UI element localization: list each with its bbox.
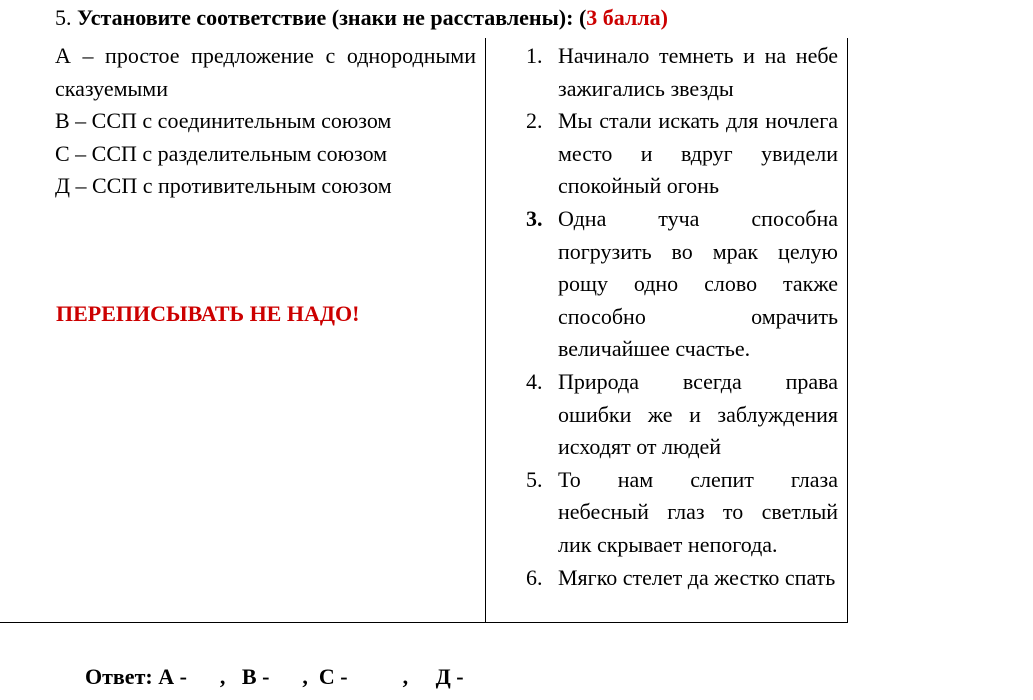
sentence-number: 1.: [526, 43, 543, 68]
sentence-item: [526, 366, 838, 464]
task-points: 3 балла): [586, 5, 668, 30]
sentence-number: 4.: [526, 368, 543, 394]
answer-sep-3: ,: [402, 664, 409, 689]
sentence-number: 3.: [526, 205, 543, 231]
table-divider: [485, 38, 486, 622]
sentence-item: [526, 40, 838, 105]
table-right-border: [847, 38, 848, 622]
sentence-number: 2.: [526, 108, 543, 134]
answer-sep-1: ,: [219, 664, 226, 689]
sentence-number: 6.: [526, 564, 543, 590]
sentence-text: Природа всегда права ошибки же и заблуждения исходят от людей: [558, 368, 838, 460]
sentence-text: Одна туча способна погрузить во мрак целую рощу одно слово также способно омрачить величайшее счастье.: [558, 205, 838, 362]
answer-b: В -: [241, 664, 270, 689]
sentences-column: [526, 40, 838, 594]
answer-label: Ответ:: [85, 664, 153, 689]
sentence-text: То нам слепит глаза небесный глаз то светлый лик скрывает непогода.: [558, 466, 838, 557]
sentence-item: [526, 203, 838, 366]
warning-text: ПЕРЕПИСЫВАТЬ НЕ НАДО!: [56, 301, 360, 326]
types-column: [55, 40, 476, 203]
points-open-paren: (: [578, 5, 587, 30]
type-item-a: А – простое предложение с однородными сказуемыми: [55, 43, 476, 101]
table-bottom-border: [0, 622, 848, 623]
sentence-text: Мягко стелет да жестко спать: [558, 564, 836, 590]
type-item-b: В – ССП с соединительным союзом: [55, 108, 392, 134]
sentence-item: [526, 105, 838, 203]
answer-c: С -: [318, 664, 348, 689]
task-title: Установите соответствие (знаки не расставлены):: [77, 5, 574, 30]
task-number: 5.: [55, 5, 72, 30]
sentence-number: 5.: [526, 466, 543, 492]
answer-sep-2: ,: [302, 664, 308, 689]
answer-d: Д -: [435, 664, 464, 689]
type-item-d: Д – ССП с противительным союзом: [55, 173, 392, 199]
answer-line: [85, 662, 464, 692]
sentence-item: [526, 464, 838, 562]
answer-a: А -: [158, 664, 187, 689]
sentence-text: Начинало темнеть и на небе зажигались звезды: [558, 43, 838, 101]
task-heading: [55, 4, 668, 32]
sentence-text: Мы стали искать для ночлега место и вдруг увидели спокойный огонь: [558, 108, 838, 199]
sentence-item: [526, 562, 838, 595]
type-item-c: С – ССП с разделительным союзом: [55, 140, 388, 166]
